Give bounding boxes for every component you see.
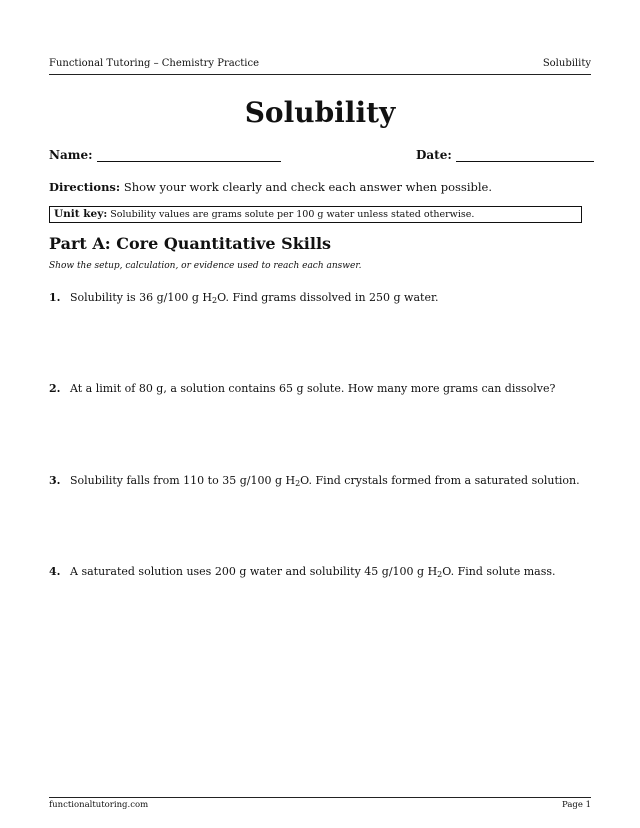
question-1 bbox=[49, 291, 439, 308]
header-right-text: Solubility bbox=[542, 58, 591, 69]
name-blank-line[interactable] bbox=[97, 149, 281, 162]
question-number: 1. bbox=[49, 291, 61, 304]
section-subtitle: Show the setup, calculation, or evidence used to reach each answer. bbox=[49, 261, 362, 271]
question-text: Solubility is 36 g/100 g $H_2O$. Find grams dissolved in 250 g water. bbox=[70, 291, 439, 305]
question-number: 3. bbox=[49, 474, 61, 487]
page-header bbox=[49, 58, 591, 75]
question-text: Solubility falls from 110 to 35 g/100 g $H_2O$. Find crystals formed from a saturated solution. bbox=[70, 474, 580, 488]
directions-label: Directions: bbox=[49, 180, 121, 194]
page-title: Solubility bbox=[244, 96, 396, 129]
date-blank-line[interactable] bbox=[456, 149, 594, 162]
page-footer bbox=[49, 797, 591, 810]
page-number: Page 1 bbox=[562, 800, 591, 810]
question-number: 2. bbox=[49, 382, 61, 395]
question-2 bbox=[49, 382, 555, 396]
question-text: At a limit of 80 g, a solution contains 65 g solute. How many more grams can dissolve? bbox=[70, 382, 556, 395]
question-text: A saturated solution uses 200 g water and solubility 45 g/100 g $H_2O$. Find solute mass. bbox=[70, 565, 556, 579]
name-field[interactable] bbox=[49, 148, 281, 162]
header-left-text: Functional Tutoring – Chemistry Practice bbox=[49, 58, 260, 69]
unit-key-box bbox=[49, 206, 582, 223]
date-field[interactable] bbox=[416, 148, 594, 162]
name-label: Name: bbox=[49, 148, 93, 162]
question-number: 4. bbox=[49, 565, 61, 578]
unit-key-label: Unit key: bbox=[54, 208, 108, 220]
date-label: Date: bbox=[416, 148, 452, 162]
unit-key-text: Solubility values are grams solute per 100 g water unless stated otherwise. bbox=[110, 209, 475, 220]
directions bbox=[49, 180, 492, 194]
directions-text: Show your work clearly and check each answer when possible. bbox=[123, 180, 493, 194]
question-4 bbox=[49, 565, 555, 582]
footer-website: functionaltutoring.com bbox=[49, 800, 149, 810]
question-3 bbox=[49, 474, 580, 491]
section-title: Part A: Core Quantitative Skills bbox=[49, 234, 332, 253]
